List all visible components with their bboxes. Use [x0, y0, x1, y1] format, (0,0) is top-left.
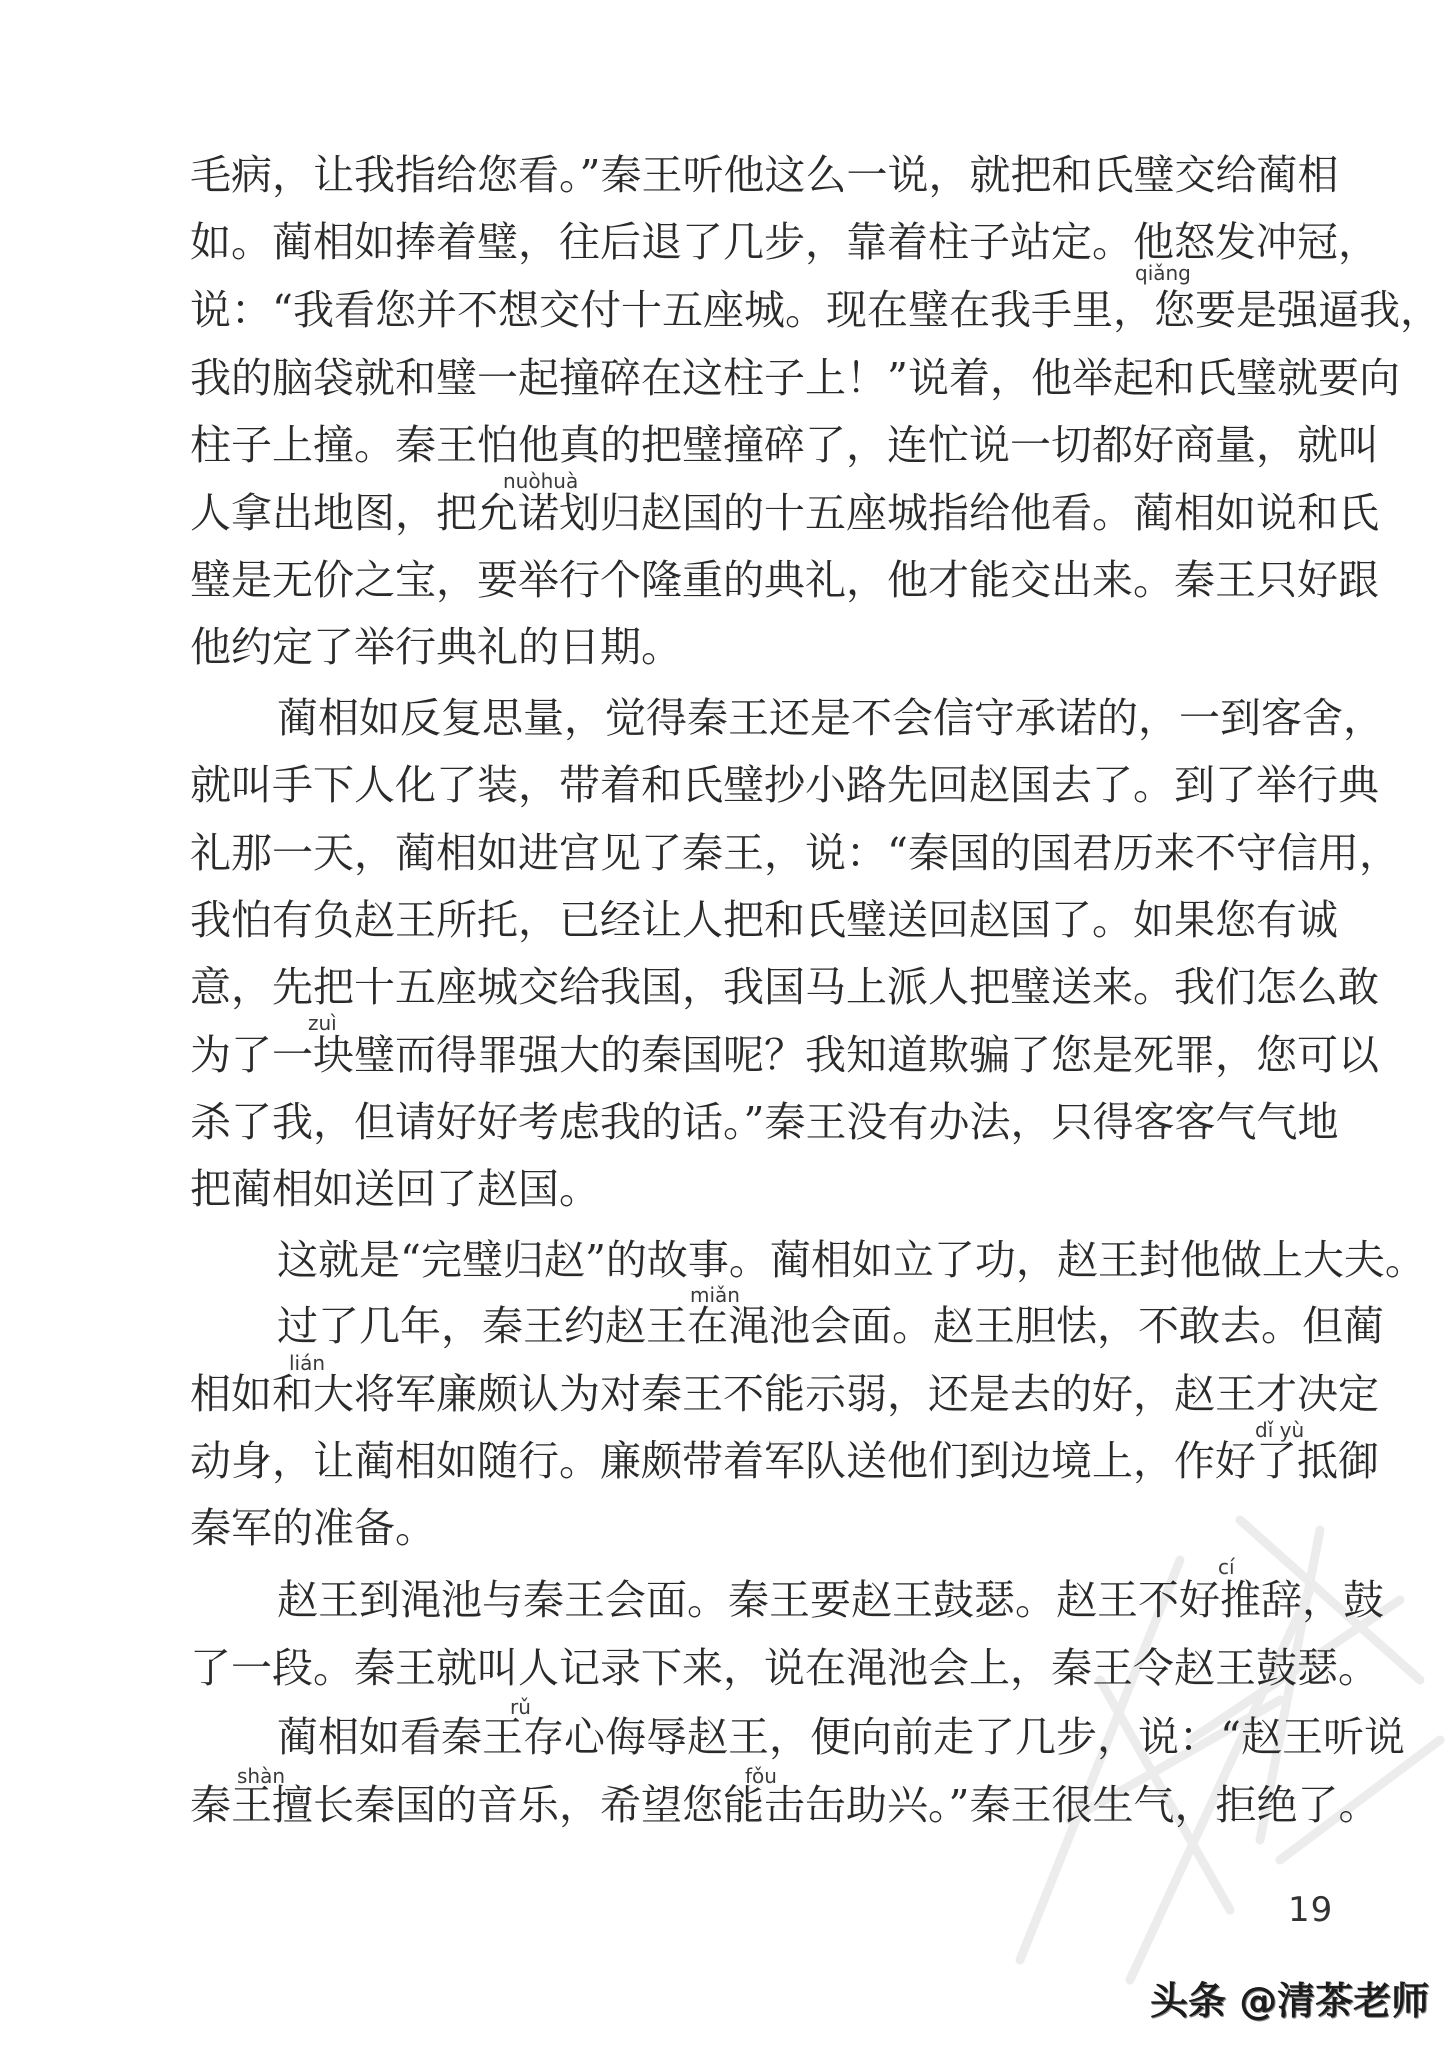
text-line: 秦军的准备。	[190, 1504, 436, 1552]
pinyin-lian: lián	[289, 1351, 326, 1375]
paragraph-start-line: 蔺相如反复思量，觉得秦王还是不会信守承诺的，一到客舍，	[277, 694, 1384, 742]
text-line: 为了一块璧而得罪强大的秦国呢？我知道欺骗了您是死罪，您可以	[190, 1031, 1379, 1079]
pinyin-qiang: qiǎng	[1135, 261, 1191, 285]
paragraph-start-line: 过了几年，秦王约赵王在渑池会面。赵王胆怯，不敢去。但蔺	[277, 1302, 1384, 1350]
text-line: 把蔺相如送回了赵国。	[190, 1165, 600, 1213]
text-line: 说：“我看您并不想交付十五座城。现在璧在我手里，您要是强逼我，	[190, 286, 1441, 334]
text-line: 如。蔺相如捧着璧，往后退了几步，靠着柱子站定。他怒发冲冠，	[190, 218, 1379, 266]
pinyin-ci: cí	[1218, 1555, 1235, 1579]
text-line: 我怕有负赵王所托，已经让人把和氏璧送回赵国了。如果您有诚	[190, 896, 1338, 944]
pinyin-mian: miǎn	[690, 1283, 740, 1307]
credit-watermark: 头条 @清茶老师	[1150, 1979, 1430, 2023]
text-line: 璧是无价之宝，要举行个隆重的典礼，他才能交出来。秦王只好跟	[190, 556, 1379, 604]
text-line: 秦王擅长秦国的音乐，希望您能击缶助兴。”秦王很生气，拒绝了。	[190, 1781, 1380, 1829]
text-line: 人拿出地图，把允诺划归赵国的十五座城指给他看。蔺相如说和氏	[190, 489, 1379, 537]
pinyin-zui: zuì	[308, 1011, 337, 1035]
text-line: 柱子上撞。秦王怕他真的把璧撞碎了，连忙说一切都好商量，就叫	[190, 421, 1379, 469]
pinyin-fou: fǒu	[745, 1764, 777, 1788]
text-line: 就叫手下人化了装，带着和氏璧抄小路先回赵国去了。到了举行典	[190, 761, 1379, 809]
text-line: 我的脑袋就和璧一起撞碎在这柱子上！”说着，他举起和氏璧就要向	[190, 354, 1400, 402]
text-line: 毛病，让我指给您看。”秦王听他这么一说，就把和氏璧交给蔺相	[190, 151, 1339, 199]
text-line: 动身，让蔺相如随行。廉颇带着军队送他们到边境上，作好了抵御	[190, 1437, 1379, 1485]
pinyin-ru: rǔ	[510, 1695, 531, 1719]
text-line: 相如和大将军廉颇认为对秦王不能示弱，还是去的好，赵王才决定	[190, 1370, 1379, 1418]
paragraph-start-line: 赵王到渑池与秦王会面。秦王要赵王鼓瑟。赵王不好推辞，鼓	[277, 1576, 1384, 1624]
text-line: 礼那一天，蔺相如进宫见了秦王，说：“秦国的国君历来不守信用，	[190, 829, 1400, 877]
text-line: 杀了我，但请好好考虑我的话。”秦王没有办法，只得客客气气地	[190, 1098, 1339, 1146]
text-line: 了一段。秦王就叫人记录下来，说在渑池会上，秦王令赵王鼓瑟。	[190, 1644, 1379, 1692]
pinyin-shan: shàn	[237, 1764, 286, 1788]
text-line: 意，先把十五座城交给我国，我国马上派人把璧送来。我们怎么敢	[190, 963, 1379, 1011]
paragraph-start-line: 蔺相如看秦王存心侮辱赵王，便向前走了几步，说：“赵王听说	[277, 1713, 1405, 1761]
paragraph-start-line: 这就是“完璧归赵”的故事。蔺相如立了功，赵王封他做上大夫。	[277, 1236, 1426, 1284]
page-number: 19	[1288, 1890, 1334, 1930]
pinyin-nuohua: nuòhuà	[503, 469, 579, 493]
pinyin-diyu: dǐ yù	[1255, 1418, 1305, 1442]
text-line: 他约定了举行典礼的日期。	[190, 623, 682, 671]
